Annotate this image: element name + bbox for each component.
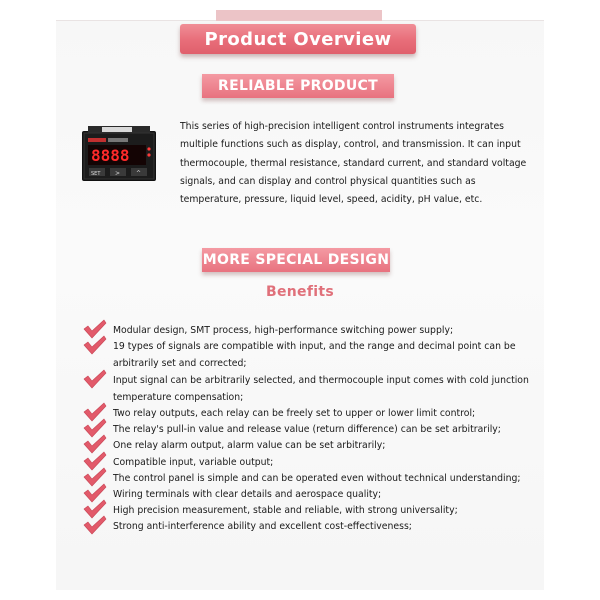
benefit-text: Input signal can be arbitrarily selected, and thermocouple input comes with cold junction temperature compensation; <box>113 374 529 403</box>
benefit-item <box>82 470 542 486</box>
benefit-text: Compatible input, variable output; <box>113 456 274 468</box>
page-title: Product Overview <box>180 24 416 54</box>
section-heading-special-design: MORE SPECIAL DESIGN <box>202 248 390 272</box>
product-description: This series of high-precision intelligent control instruments integrates multiple functions such as display, control, and transmission. It can input thermocouple, thermal resistance, standard current, and standard voltage signals, and can display and control physical quantities such as temperature, pressure, liquid level, speed, acidity, pH value, etc. <box>180 121 527 206</box>
controller-device-image <box>80 125 158 185</box>
section-heading-reliable: RELIABLE PRODUCT <box>202 74 394 98</box>
benefit-text: The control panel is simple and can be operated even without technical understanding; <box>113 472 521 484</box>
benefit-item <box>82 405 542 421</box>
benefit-text: One relay alarm output, alarm value can be set arbitrarily; <box>113 440 386 452</box>
benefit-text: The relay's pull-in value and release value (return difference) can be set arbitrarily; <box>113 424 501 436</box>
benefit-text: Strong anti-interference ability and excellent cost-effectiveness; <box>113 521 412 533</box>
benefit-item <box>82 518 542 534</box>
benefit-text: High precision measurement, stable and reliable, with strong universality; <box>113 505 458 517</box>
benefits-list <box>82 322 542 534</box>
top-tab-decoration <box>216 10 382 21</box>
benefit-text: 19 types of signals are compatible with input, and the range and decimal point can be arbitrarily set and corrected; <box>113 341 516 370</box>
benefit-item <box>82 338 542 371</box>
benefit-text: Two relay outputs, each relay can be freely set to upper or lower limit control; <box>113 407 476 419</box>
device-up-key: ^ <box>136 170 142 177</box>
device-display-digits: 8888 <box>91 146 130 165</box>
benefit-item <box>82 437 542 453</box>
benefits-title: Benefits <box>266 284 334 300</box>
device-set-key: SET <box>91 171 101 177</box>
check-icon <box>82 514 108 536</box>
check-icon <box>82 368 108 390</box>
benefit-text: Wiring terminals with clear details and aerospace quality; <box>113 488 382 500</box>
benefit-item <box>82 502 542 518</box>
benefit-item <box>82 372 542 405</box>
benefit-item <box>82 322 542 338</box>
benefit-item <box>82 454 542 470</box>
benefit-text: Modular design, SMT process, high-performance switching power supply; <box>113 325 454 336</box>
check-icon <box>82 334 108 356</box>
benefit-item <box>82 421 542 437</box>
device-right-key: > <box>115 170 121 177</box>
benefit-item <box>82 486 542 502</box>
